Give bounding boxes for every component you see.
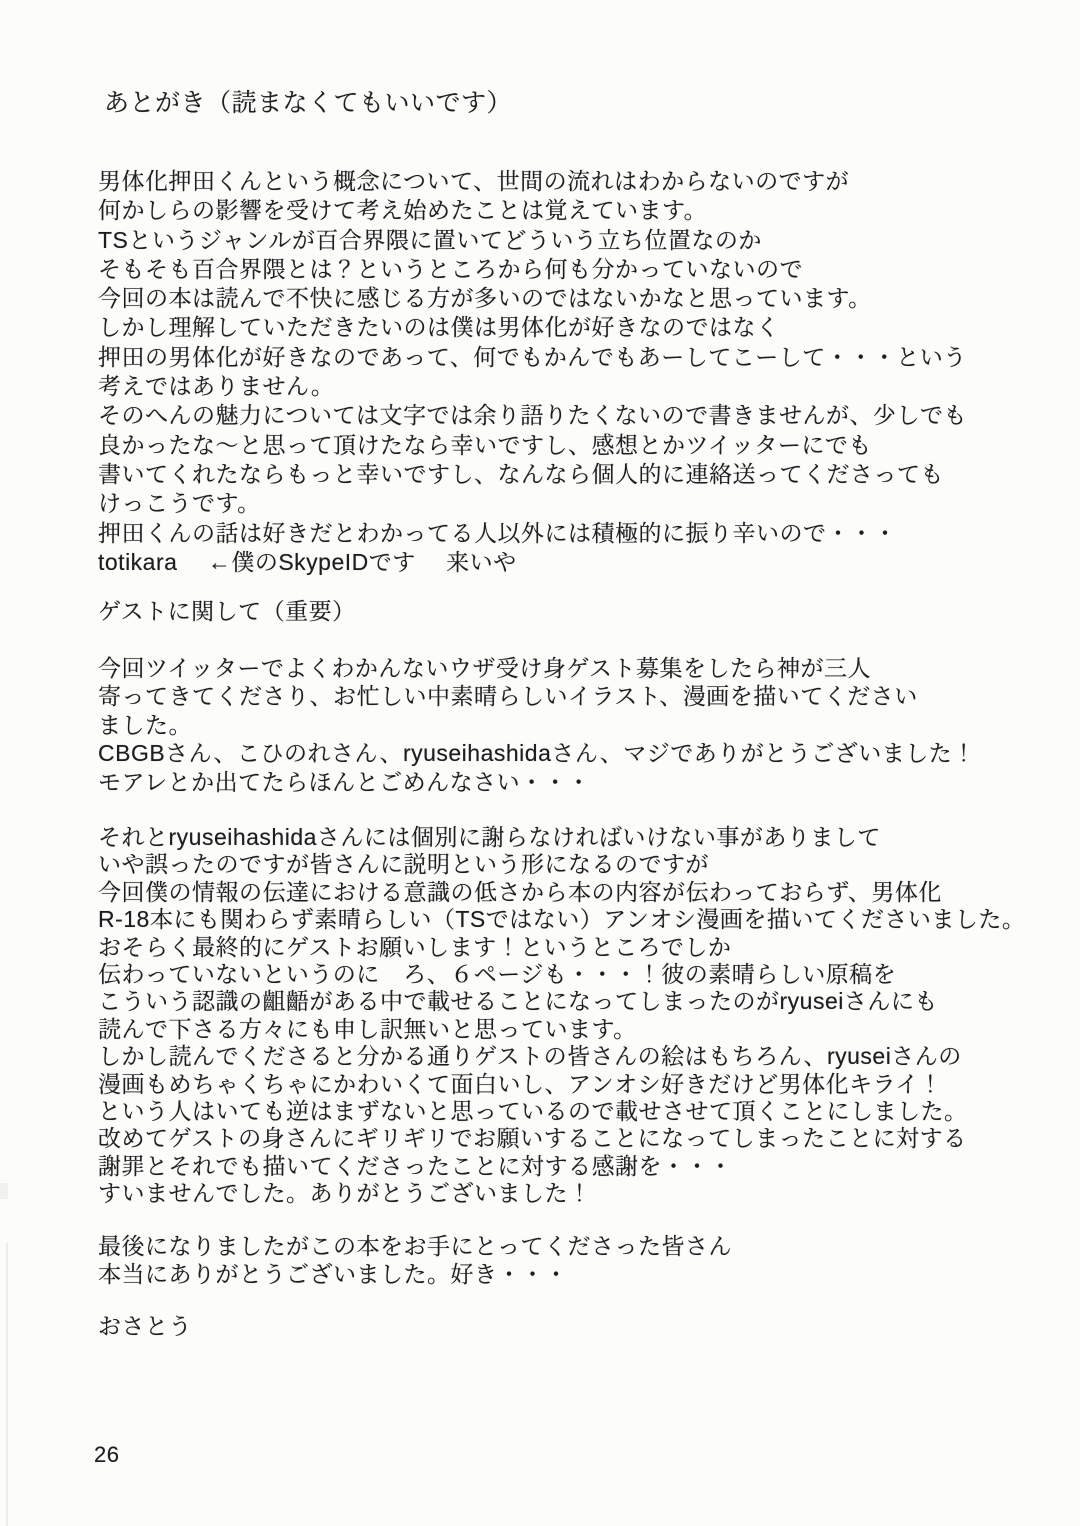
scan-edge-artifact: [6, 1243, 8, 1526]
text-line: ました。: [98, 711, 192, 738]
text-line: TSというジャンルが百合界隈に置いてどういう立ち位置なのか: [98, 226, 762, 253]
text-line: おそらく最終的にゲストお願いします！というところでしか: [98, 933, 732, 960]
text-line: けっこうです。: [98, 490, 261, 517]
text-line: しかし読んでくださると分かる通りゲストの皆さんの絵はもちろん、ryuseiさんの: [98, 1043, 962, 1070]
paragraph-guest-thanks: [98, 654, 1050, 796]
text-line: 書いてくれたならもっと幸いですし、なんなら個人的に連絡送ってくださっても: [98, 460, 944, 487]
text-line: 最後になりましたがこの本をお手にとってくださった皆さん: [98, 1233, 733, 1259]
paragraph-apology: [98, 824, 1050, 1208]
text-line: 改めてゲストの身さんにギリギリでお願いすることになってしまったことに対する: [98, 1125, 967, 1152]
text-line: という人はいても逆はまずないと思っているので載せさせて頂くことにしました。: [98, 1098, 968, 1125]
text-line: 今回の本は読んで不快に感じる方が多いのではないかなと思っています。: [98, 285, 872, 312]
text-line: 本当にありがとうございました。好き・・・: [98, 1260, 568, 1287]
text-line: 良かったな～と思って頂けたなら幸いですし、感想とかツイッターにでも: [98, 431, 872, 458]
text-line: すいませんでした。ありがとうございました！: [98, 1180, 592, 1207]
text-line: 寄ってきてくださり、お忙しい中素晴らしいイラスト、漫画を描いてください: [98, 683, 918, 710]
text-line: R-18本にも関わらず素晴らしい（TSではない）アンオシ漫画を描いてくださいました。: [98, 906, 1026, 933]
text-line: 何かしらの影響を受けて考え始めたことは覚えています。: [98, 197, 708, 224]
page-number: 26: [94, 1442, 120, 1467]
text-line: モアレとか出てたらほんとごめんなさい・・・: [98, 768, 591, 795]
text-line: 謝罪とそれでも描いてくださったことに対する感謝を・・・: [98, 1152, 733, 1179]
text-line: そのへんの魅力については文字では余り語りたくないので書きませんが、少しでも: [98, 402, 968, 429]
text-line: こういう認識の齟齬がある中で載せることになってしまったのがryuseiさんにも: [98, 988, 938, 1015]
text-line: 押田の男体化が好きなのであって、何でもかんでもあーしてこーして・・・という: [98, 343, 967, 370]
text-line: 押田くんの話は好きだとわかってる人以外には積極的に振り辛いので・・・: [98, 519, 897, 546]
text-line: おさとう: [98, 1313, 192, 1339]
text-line: 読んで下さる方々にも申し訳無いと思っています。: [98, 1015, 637, 1042]
text-line: CBGBさん、こひのれさん、ryuseihashidaさん、マジでありがとうございました！: [98, 740, 976, 767]
text-line: 今回僕の情報の伝達における意識の低さから本の内容が伝わっておらず、男体化: [98, 878, 942, 905]
paragraph-closing: [98, 1233, 1050, 1288]
text-line: それとryuseihashidaさんには個別に謝らなければいけない事がありまして: [98, 824, 881, 850]
text-line: ゲストに関して（重要）: [98, 598, 356, 624]
paragraph-signature: [98, 1312, 1050, 1341]
text-line: 今回ツイッターでよくわかんないウザ受け身ゲスト募集をしたら神が三人: [98, 655, 871, 681]
text-line: いや誤ったのですが皆さんに説明という形になるのですが: [98, 851, 709, 878]
scan-speck-artifact: [0, 1183, 8, 1199]
text-line: 男体化押田くんという概念について、世間の流れはわからないのですが: [98, 168, 850, 194]
paragraph-intro: [98, 167, 1050, 577]
text-line: 伝わっていないというのに ろ、６ページも・・・！彼の素晴らしい原稿を: [98, 961, 897, 988]
text-line: しかし理解していただきたいのは僕は男体化が好きなのではなく: [98, 314, 780, 341]
text-line: totikara ←僕のSkypeIDです 来いや: [98, 548, 517, 575]
paragraph-guest-heading: [98, 597, 1050, 626]
text-line: 考えではありません。: [98, 373, 335, 400]
text-line: 漫画もめちゃくちゃにかわいくて面白いし、アンオシ好きだけど男体化キライ！: [98, 1070, 943, 1097]
text-line: そもそも百合界隈とは？というところから何も分かっていないので: [98, 255, 803, 282]
page-title: あとがき（読まなくてもいいです）: [104, 89, 513, 117]
